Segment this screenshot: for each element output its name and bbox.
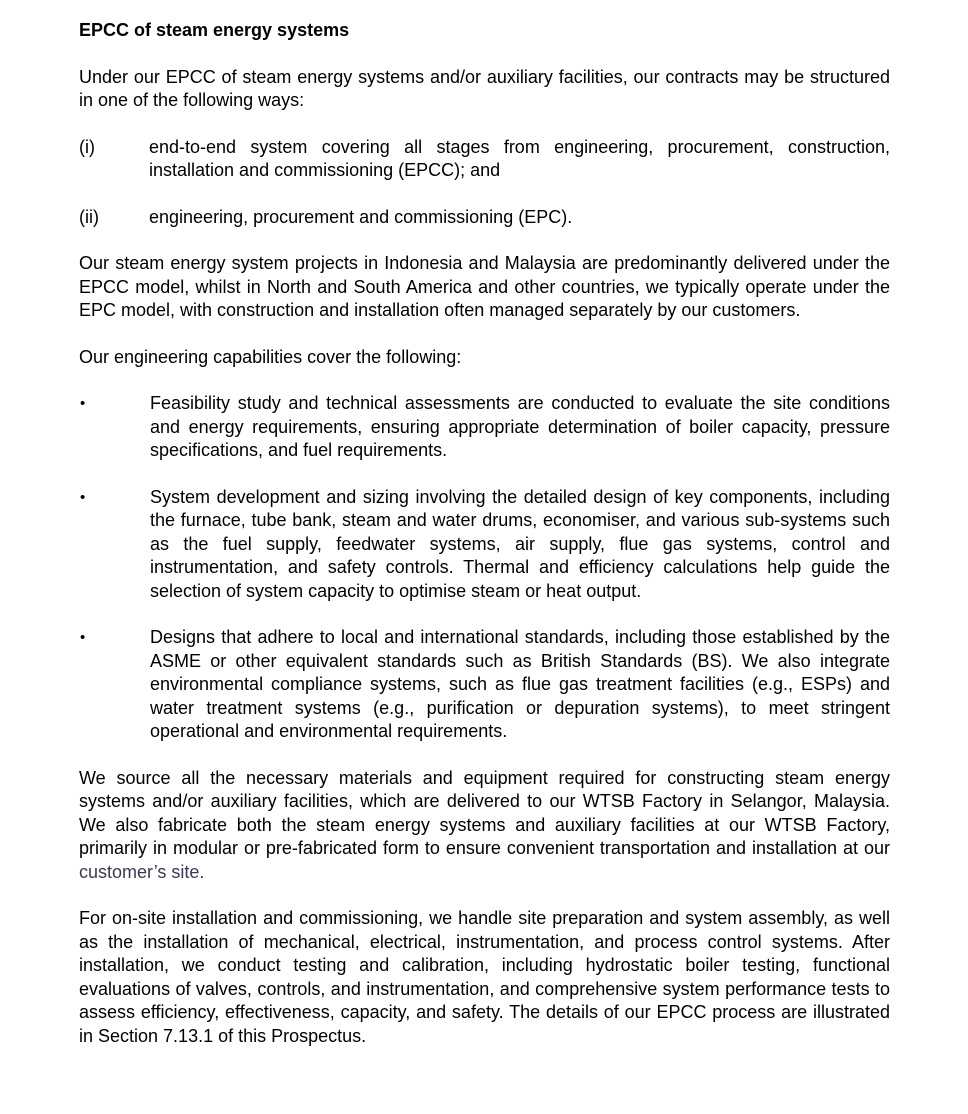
bullet-icon: • [80, 488, 86, 506]
list-marker: (i) [79, 136, 95, 157]
sourcing-paragraph [79, 767, 890, 885]
installation-paragraph: For on-site installation and commissioning, we handle site preparation and system assembly, as well as the installation of mechanical, electrical, instrumentation, and process control systems. After installation, we conduct testing and calibration, including hydrostatic boiler testing, functional evaluations of valves, controls, and instrumentation, and comprehensive system performance tests to assess efficiency, effectiveness, capacity, and safety. The details of our EPCC process are illustrated in Section 7.13.1 of this Prospectus. [79, 908, 890, 1046]
delivery-model-paragraph: Our steam energy system projects in Indonesia and Malaysia are predominantly delivered under the EPCC model, whilst in North and South America and other countries, we typically operate under the EPC model, with construction and installation often managed separately by our customers. [79, 253, 890, 320]
contract-type-text: engineering, procurement and commissioning (EPC). [149, 206, 573, 227]
capability-item [79, 392, 890, 463]
bullet-icon: • [80, 629, 86, 646]
capability-text: System development and sizing involving the detailed design of key components, including the furnace, tube bank, steam and water drums, economiser, and various sub-systems such as the fuel supply, feedwater systems, air supply, flue gas systems, control and instrumentation, and safety controls. Thermal and efficiency calculations help guide the selection of system capacity to optimise steam or heat output. [150, 486, 890, 601]
contract-type-item [79, 206, 890, 230]
section-heading: EPCC of steam energy systems [79, 20, 350, 40]
sourcing-paragraph-main: We source all the necessary materials and equipment required for constructing steam energy systems and/or auxiliary facilities, which are delivered to our WTSB Factory in Selangor, Malaysia. We also fabricate both the steam energy systems and auxiliary facilities at our WTSB Factory, primarily in modular or pre-fabricated form to ensure convenient transportation and installation at our [79, 767, 890, 858]
capabilities-intro: Our engineering capabilities cover the following: [79, 346, 462, 367]
list-marker: (ii) [79, 206, 99, 227]
contract-type-item [79, 136, 890, 183]
document-page [79, 19, 890, 1071]
capability-item [79, 486, 890, 604]
bullet-icon: • [80, 395, 86, 412]
capability-item [79, 626, 890, 744]
capability-text: Feasibility study and technical assessments are conducted to evaluate the site conditions and energy requirements, ensuring appropriate determination of boiler capacity, pressure specifications, and fuel requirements. [150, 393, 890, 460]
sourcing-paragraph-tail: customer’s site. [79, 861, 205, 882]
intro-paragraph: Under our EPCC of steam energy systems and/or auxiliary facilities, our contracts may be structured in one of the following ways: [79, 66, 890, 110]
capability-text: Designs that adhere to local and international standards, including those established by the ASME or other equivalent standards such as British Standards (BS). We also integrate environmental compliance systems, such as flue gas treatment facilities (e.g., ESPs) and water treatment systems (e.g., purification or depuration systems), to meet stringent operational and environmental requirements. [150, 627, 890, 741]
contract-type-text: end-to-end system covering all stages from engineering, procurement, construction, installation and commissioning (EPCC); and [149, 136, 890, 180]
